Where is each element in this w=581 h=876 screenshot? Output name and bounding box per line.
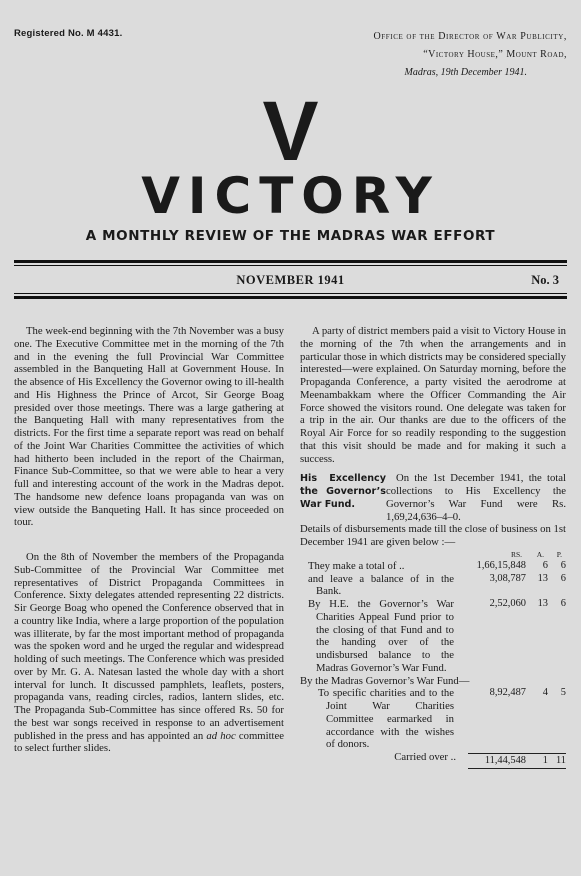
office-date-line: Madras, 19th December 1941. [404,67,527,78]
office-address [267,28,567,82]
war-fund-section [300,472,566,523]
header-rupees: RS. [510,549,522,559]
issue-date: NOVEMBER 1941 [236,273,345,287]
amount-annas: 4 [542,687,548,699]
amount-pies: 6 [560,598,566,609]
masthead-rule-top-thin [14,265,567,266]
account-description: and leave a balance of in the Bank. [308,572,454,598]
italic-term: ad hoc [206,729,236,742]
amount-pies: 5 [560,687,566,699]
masthead-rule-top [14,260,567,263]
amount-annas: 1 [542,755,548,766]
amount-rupees: 1,66,15,848 [476,559,526,571]
amount-pies: 11 [555,755,566,766]
right-column [300,325,566,769]
issue-rule-thin [14,293,567,294]
masthead-subtitle: A MONTHLY REVIEW OF THE MADRAS WAR EFFORT [85,228,496,244]
carried-over-row [300,751,566,769]
account-amount [468,573,566,586]
account-row [300,675,566,688]
account-description: By H.E. the Governor’s War Charities Appeal Fund prior to the closing of that Fund and to the handing over of the undisbursed balance to the Madras Governor’s War Fund. [308,598,454,674]
paragraph-district-visit: A party of district members paid a visit to Victory House in the morning of the 7th when the arrangements and in particular those in which districts may be considered specially interested—were explained. On Saturday morning, before the Propaganda Conference, a party visited the aerodrome at Meenambakkam where the Officer Commanding the Air Force showed the visitors round. One delegate was taken for a trip in the air. Our thanks are due to the officers of the Royal Air Force for so readily responding to the suggestion that this visit should be made and for making it such a success. [300,325,566,465]
amount-rupees: 8,92,487 [489,687,526,699]
registration-number: Registered No. M 4431. [14,28,123,39]
account-amount [468,687,566,700]
office-line-1: Office of the Director of War Publicity, [373,31,567,42]
account-row [300,598,566,675]
accounts-header [300,549,566,560]
paragraph-text-end: committee to select further slides. [14,729,285,755]
amount-annas: 13 [537,598,548,609]
account-row [300,687,566,751]
side-text: On the 1st December 1941, the total collections to His Excellency the Governor’s War Fund were Rs. 1,69,24,636–4–0. [386,472,566,523]
amount-rupees: 2,52,060 [489,598,526,609]
masthead-title: VICTORY [141,167,440,225]
account-row [300,573,566,599]
amount-pies: 6 [560,559,566,571]
carried-over-amount [468,753,566,769]
side-heading: His Excellency the Governor’s War Fund. [300,473,386,511]
amount-rupees: 11,44,548 [484,755,526,766]
amount-rupees: 3,08,787 [489,572,526,584]
account-description: They make a total of .. [308,559,405,572]
account-amount [468,560,566,573]
account-description: By the Madras Governor’s War Fund— [300,674,470,687]
header-annas: A. [536,549,544,559]
paragraph-propaganda-conference [14,551,284,755]
disbursement-intro: Details of disbursements made till the close of business on 1st December 1941 are given below :— [300,523,566,548]
amount-annas: 13 [537,572,548,584]
account-row [300,560,566,573]
carried-over-label: Carried over .. [394,751,456,763]
paragraph-text: On the 8th of November the members of the Propaganda Sub-Committee of the Provincial War Committee met representatives of District Propaganda Committees in Conference. Sixty delegates attended representing 22 districts. Sir George Boag who opened the Conference observed that in a country like India, where a large proportion of the population was illiterate, by far the most important method of propaganda was the spoken word and he urged the regular and widespread holding of such meetings. The Conference which was presided over by Mr. G. A. Natesan lasted the whole day with a short interval for lunch. It discussed pamphlets, leaflets, posters, propaganda vans, reading circles, radios, lantern slides, etc. The Propaganda Sub-Committee has since offered Rs. 50 for the best war songs received in response to an advertisement published in the press and has appointed an [14,551,284,742]
office-line-2: “Victory House,” Mount Road, [423,49,567,60]
issue-rule-thick [14,296,567,299]
masthead-v-logo: V [262,84,319,178]
paragraph-weekend: The week-end beginning with the 7th November was a busy one. The Executive Committee met in the morning of the 7th and in the evening the full Provincial War Committee assembled in the Banqueting Hall at Government House. In the absence of His Excellency the Governor owing to ill-health and His Highness the Prince of Arcot, Sir George Boag presided over those meetings. There was a large gathering at the Banqueting Hall with many representatives from the districts. For the first time a separate report was read on behalf of the Joint War Charities Committee the activities of which had hitherto been included in the report of the Chairman, Finance Sub-Committee, so that we were able to hear a very full and interesting account of the work in the Madras depot. The handsome new defence loans propaganda van was on view outside the Banqueting Hall. It has since proceeded on tour. [14,325,284,529]
issue-number: No. 3 [531,273,559,287]
account-description: To specific charities and to the Joint War Charities Committee earmarked in accordance with the wishes of donors. [318,687,454,751]
header-pies: P. [556,549,562,559]
amount-pies: 6 [560,572,566,584]
left-column [14,325,284,755]
account-amount [468,598,566,611]
amount-annas: 6 [542,559,548,571]
